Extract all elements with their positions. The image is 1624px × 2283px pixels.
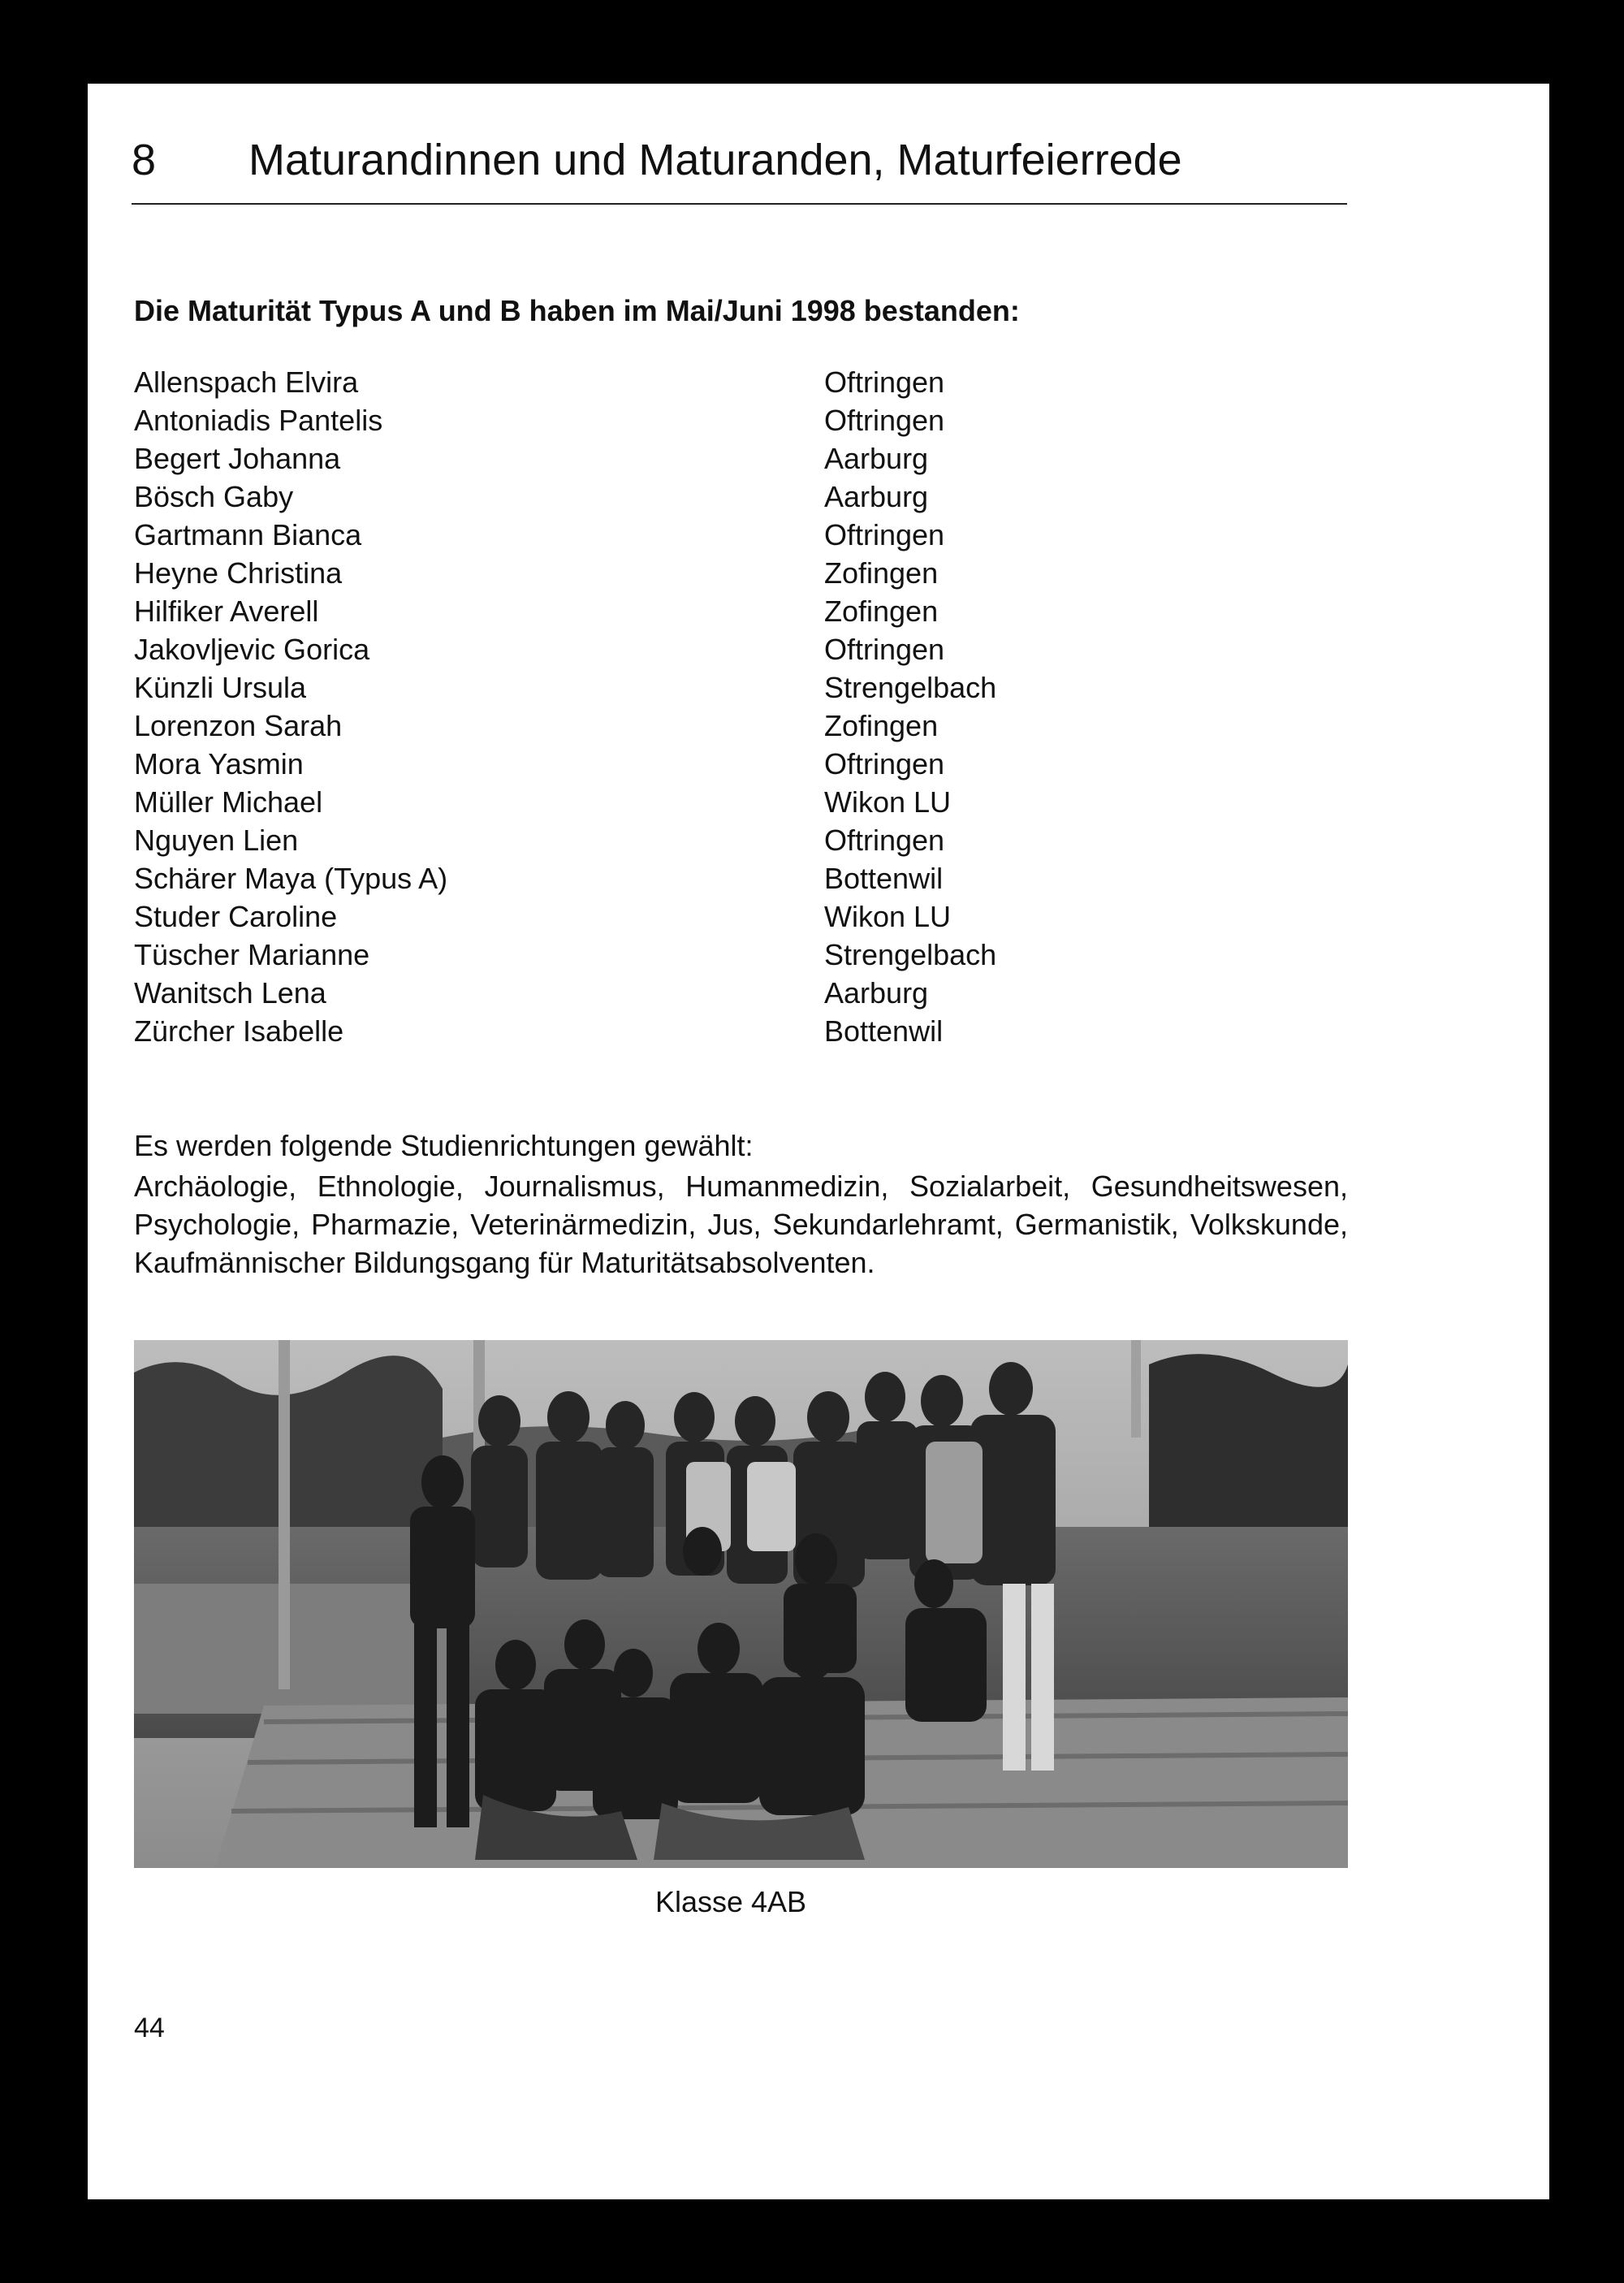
graduate-row <box>134 404 1352 442</box>
graduate-town: Zofingen <box>824 709 939 742</box>
graduate-row <box>134 824 1352 862</box>
studies-list: Archäologie, Ethnologie, Journalismus, Humanmedizin, Sozialarbeit, Gesundheitswesen, Psychologie, Pharmazie, Veterinärmedizin, Jus, Sekundarlehramt, Germanistik, Volkskunde, Kaufmännischer Bildungsgang für Maturitätsabsolventen. <box>134 1170 1348 1279</box>
graduate-town: Oftringen <box>824 518 945 551</box>
graduate-name: Heyne Christina <box>134 556 343 590</box>
graduate-town: Oftringen <box>824 747 945 780</box>
graduate-town: Oftringen <box>824 404 945 437</box>
graduate-name: Nguyen Lien <box>134 824 299 857</box>
page-number: 44 <box>134 2013 165 2043</box>
graduate-name: Künzli Ursula <box>134 671 307 704</box>
graduates-list <box>134 365 1352 1053</box>
graduate-row <box>134 518 1352 556</box>
graduate-town: Aarburg <box>824 442 929 475</box>
graduate-name: Hilfiker Averell <box>134 595 319 628</box>
graduate-row <box>134 747 1352 785</box>
studies-intro: Es werden folgende Studienrichtungen gewählt: <box>134 1129 754 1162</box>
graduate-row <box>134 556 1352 595</box>
chapter-number: 8 <box>132 136 157 184</box>
graduate-name: Lorenzon Sarah <box>134 709 343 742</box>
graduate-name: Studer Caroline <box>134 900 338 933</box>
graduate-name: Wanitsch Lena <box>134 976 326 1010</box>
chapter-title: Maturandinnen und Maturanden, Maturfeierrede <box>248 136 1182 184</box>
graduate-row <box>134 633 1352 671</box>
graduate-row <box>134 671 1352 709</box>
graduate-town: Strengelbach <box>824 671 997 704</box>
graduate-row <box>134 480 1352 518</box>
graduate-row <box>134 900 1352 938</box>
graduate-town: Oftringen <box>824 824 945 857</box>
graduate-town: Bottenwil <box>824 862 944 895</box>
graduate-name: Gartmann Bianca <box>134 518 362 551</box>
graduate-name: Tüscher Marianne <box>134 938 370 971</box>
graduate-row <box>134 709 1352 747</box>
graduate-row <box>134 442 1352 480</box>
graduate-row <box>134 365 1352 404</box>
graduate-name: Zürcher Isabelle <box>134 1014 344 1048</box>
graduate-name: Müller Michael <box>134 785 323 819</box>
graduates-heading: Die Maturität Typus A und B haben im Mai/Juni 1998 bestanden: <box>134 294 1020 327</box>
graduate-row <box>134 595 1352 633</box>
graduate-name: Bösch Gaby <box>134 480 294 513</box>
graduate-row <box>134 976 1352 1014</box>
graduate-row <box>134 938 1352 976</box>
graduate-town: Strengelbach <box>824 938 997 971</box>
graduate-row <box>134 785 1352 824</box>
graduate-town: Bottenwil <box>824 1014 944 1048</box>
graduate-name: Mora Yasmin <box>134 747 304 780</box>
graduate-town: Oftringen <box>824 633 945 666</box>
graduate-name: Begert Johanna <box>134 442 341 475</box>
graduate-town: Oftringen <box>824 365 945 399</box>
graduate-town: Zofingen <box>824 556 939 590</box>
graduate-town: Aarburg <box>824 480 929 513</box>
graduate-row <box>134 862 1352 900</box>
graduate-name: Jakovljevic Gorica <box>134 633 370 666</box>
graduate-name: Antoniadis Pantelis <box>134 404 383 437</box>
graduate-row <box>134 1014 1352 1053</box>
graduate-town: Wikon LU <box>824 900 952 933</box>
graduate-name: Allenspach Elvira <box>134 365 359 399</box>
graduate-town: Zofingen <box>824 595 939 628</box>
photo-caption: Klasse 4AB <box>654 1885 807 1918</box>
graduate-town: Aarburg <box>824 976 929 1010</box>
chapter-heading <box>132 132 1347 205</box>
graduate-name: Schärer Maya (Typus A) <box>134 862 448 895</box>
graduate-town: Wikon LU <box>824 785 952 819</box>
class-photo <box>134 1340 1348 1868</box>
